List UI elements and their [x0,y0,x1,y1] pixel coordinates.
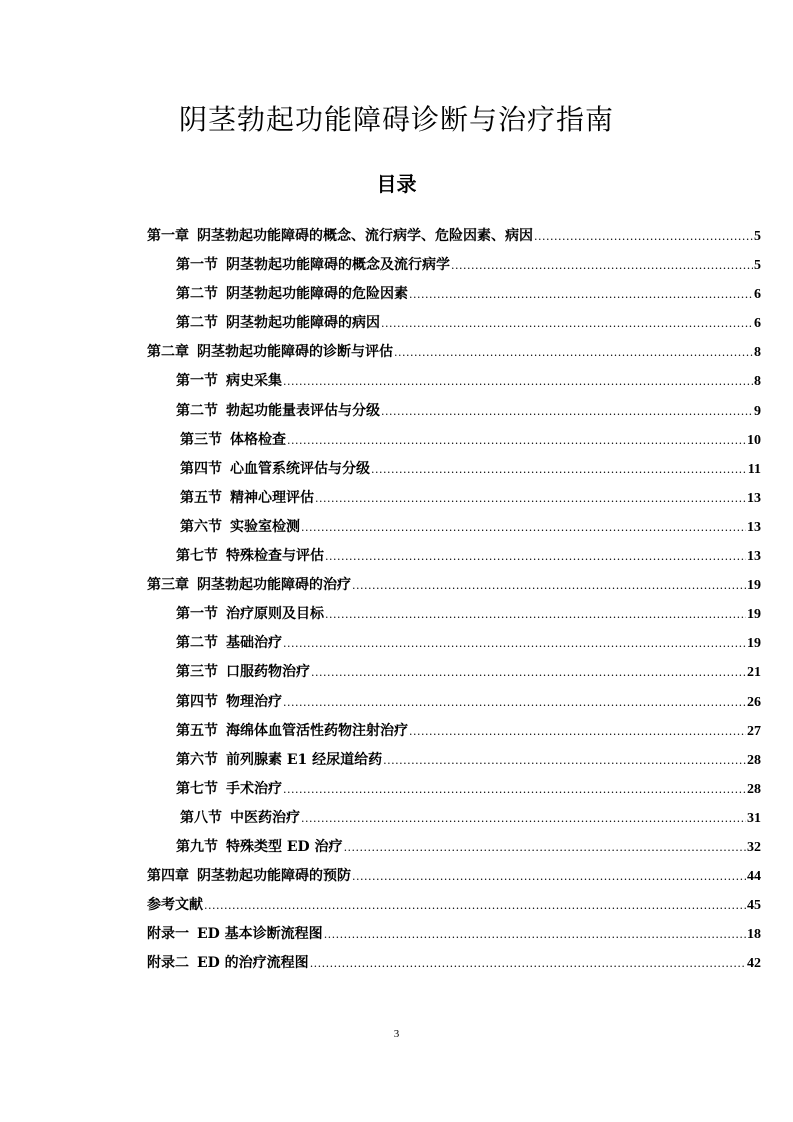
toc-entry-number: 第三节 [176,664,218,681]
toc-entry-number: 第二节 [176,635,218,652]
toc-entry-label [180,516,300,536]
toc-dot-leader [283,696,746,709]
toc-entry-number: 第五节 [176,722,218,739]
toc-entry[interactable] [147,807,761,836]
toc-entry-text: 阴茎勃起功能障碍的诊断与评估 [197,344,393,361]
toc-dot-leader [283,783,746,796]
toc-dot-leader [283,637,746,650]
toc-entry-page: 42 [747,956,761,972]
toc-entry[interactable] [147,370,761,399]
toc-entry-number: 第一章 [147,228,189,244]
toc-entry-page: 44 [747,869,761,885]
toc-entry[interactable] [147,923,761,952]
toc-dot-leader [394,346,753,359]
toc-dot-leader [283,375,753,388]
toc-entry-text: 阴茎勃起功能障碍的治疗 [197,577,351,594]
toc-entry-page: 19 [747,636,761,652]
toc-entry-page: 13 [747,519,761,535]
toc-dot-leader [301,812,746,825]
toc-entry-number: 第二节 [176,402,218,419]
toc-entry-text: 勃起功能量表评估与分级 [226,402,380,419]
toc-entry-number: 第二章 [147,344,189,361]
toc-entry-page: 28 [747,752,761,768]
toc-entry-label [176,312,380,332]
toc-entry-label [176,691,282,711]
toc-entry-text: 特殊类型 ED 治疗 [226,838,343,855]
toc-entry-label [147,225,533,245]
toc-entry-page: 26 [747,694,761,710]
toc-entry[interactable] [147,458,761,487]
toc-entry-page: 6 [754,316,761,332]
toc-entry-text: 物理治疗 [226,693,282,710]
toc-entry-label [176,720,408,740]
toc-entry-label [147,865,351,885]
toc-entry-number: 第七节 [176,548,218,565]
toc-entry-label [176,632,282,652]
toc-entry-page: 8 [754,345,761,361]
toc-dot-leader [352,870,746,883]
toc-entry[interactable] [147,283,761,312]
toc-entry-text: 阴茎勃起功能障碍的概念及流行病学 [226,257,450,274]
toc-dot-leader [311,666,746,679]
toc-dot-leader [409,725,746,738]
toc-entry-page: 8 [754,374,761,390]
toc-dot-leader [344,841,746,854]
toc-entry-text: 特殊检查与评估 [226,548,324,565]
toc-entry-page: 13 [747,490,761,506]
toc-entry-label [176,400,380,420]
toc-entry-number: 第九节 [176,838,218,855]
toc-entry-number: 第六节 [176,751,218,768]
toc-entry-page: 31 [747,810,761,826]
toc-entry-number: 第一节 [176,606,218,623]
toc-entry-page: 21 [747,665,761,681]
toc-entry[interactable] [147,894,761,923]
toc-entry-label [147,923,323,943]
toc-entry-page: 11 [747,461,761,477]
toc-entry[interactable] [147,341,761,370]
toc-dot-leader [324,928,746,941]
toc-entry-page: 32 [747,839,761,855]
toc-entry[interactable] [147,952,761,981]
toc-entry[interactable] [147,749,761,778]
toc-entry-text: 手术治疗 [226,780,282,797]
toc-entry-page: 5 [754,229,761,244]
toc-entry-label [176,254,450,274]
toc-entry-label [176,661,310,681]
toc-entry-text: 阴茎勃起功能障碍的病因 [226,315,380,332]
toc-entry-label [176,778,282,798]
toc-entry-label [147,952,309,972]
toc-entry[interactable] [147,254,761,283]
toc-entry-text: 阴茎勃起功能障碍的预防 [197,868,351,885]
toc-dot-leader [352,579,746,592]
toc-entry-text: 中医药治疗 [230,809,300,826]
toc-dot-leader [451,259,753,272]
document-title: 阴茎勃起功能障碍诊断与治疗指南 [178,103,614,136]
toc-entry-label [180,458,370,478]
toc-dot-leader [381,405,753,418]
toc-entry-text: ED 的治疗流程图 [197,955,309,972]
toc-heading: 目录 [376,172,417,196]
toc-entry-page: 27 [747,723,761,739]
toc-entry[interactable] [147,574,761,603]
toc-entry[interactable] [147,778,761,807]
toc-entry-page: 5 [754,258,761,274]
toc-entry-label [176,603,324,623]
toc-entry-number: 第四节 [180,460,222,477]
toc-entry[interactable] [147,516,761,545]
toc-entry-text: 口服药物治疗 [226,664,310,681]
toc-entry[interactable] [147,603,761,632]
toc-entry-label [176,749,382,769]
toc-entry[interactable] [147,312,761,341]
toc-entry-text: 阴茎勃起功能障碍的概念、流行病学、危险因素、病因 [197,228,533,244]
toc-dot-leader [287,434,746,447]
toc-entry[interactable] [147,545,761,574]
toc-entry-number: 第四节 [176,693,218,710]
toc-entry-number: 第八节 [180,809,222,826]
toc-dot-leader [310,957,746,970]
toc-entry[interactable] [147,661,761,690]
toc-dot-leader [409,288,753,301]
toc-entry-page: 45 [747,898,761,914]
table-of-contents [147,225,761,981]
toc-entry-page: 28 [747,781,761,797]
toc-entry-number: 附录二 [147,955,189,972]
toc-entry-text: 阴茎勃起功能障碍的危险因素 [226,286,408,303]
toc-entry-text: 前列腺素 E1 经尿道给药 [226,751,383,768]
toc-entry[interactable] [147,487,761,516]
toc-entry-number: 第五节 [180,489,222,506]
toc-entry[interactable] [147,400,761,429]
toc-entry-number: 附录一 [147,926,189,943]
toc-entry-page: 13 [747,549,761,565]
page-number: 3 [393,1028,400,1040]
toc-entry-page: 18 [747,927,761,943]
toc-entry-text: ED 基本诊断流程图 [197,926,323,943]
toc-entry-page: 9 [754,403,761,419]
toc-entry-label [147,341,393,361]
toc-dot-leader [534,230,753,243]
toc-entry-label [176,370,282,390]
toc-entry-label [180,487,314,507]
toc-entry-label [176,283,408,303]
toc-dot-leader [315,492,746,505]
toc-entry-number: 第一节 [176,257,218,274]
toc-entry-page: 19 [747,578,761,594]
toc-entry[interactable] [147,691,761,720]
toc-entry-text: 海绵体血管活性药物注射治疗 [226,722,408,739]
toc-entry-text: 实验室检测 [230,518,300,535]
toc-entry-label [147,894,203,914]
toc-entry-number: 第七节 [176,780,218,797]
toc-entry-label [176,836,343,856]
toc-entry[interactable] [147,865,761,894]
toc-dot-leader [383,754,746,767]
toc-entry-text: 心血管系统评估与分级 [230,460,370,477]
toc-entry[interactable] [147,836,761,865]
toc-dot-leader [325,608,746,621]
toc-entry[interactable] [147,632,761,661]
toc-entry-page: 19 [747,607,761,623]
toc-entry[interactable] [147,720,761,749]
toc-entry-text: 病史采集 [226,373,282,390]
toc-entry-page: 6 [754,287,761,303]
toc-entry-text: 体格检查 [230,431,286,448]
toc-dot-leader [204,899,746,912]
toc-entry-text: 参考文献 [147,897,203,914]
toc-dot-leader [381,317,753,330]
toc-dot-leader [301,521,746,534]
toc-entry-label [180,807,300,827]
toc-entry-number: 第二节 [176,315,218,332]
toc-entry-number: 第二节 [176,286,218,303]
toc-entry[interactable] [147,225,761,254]
toc-entry-label [147,574,351,594]
toc-entry-text: 基础治疗 [226,635,282,652]
toc-entry[interactable] [147,429,761,458]
toc-entry-number: 第三节 [180,431,222,448]
toc-entry-number: 第四章 [147,868,189,885]
toc-entry-number: 第三章 [147,577,189,594]
toc-entry-number: 第六节 [180,518,222,535]
toc-dot-leader [371,463,747,476]
toc-entry-text: 治疗原则及目标 [226,606,324,623]
toc-entry-text: 精神心理评估 [230,489,314,506]
toc-entry-label [180,429,286,449]
toc-entry-page: 10 [747,432,761,448]
toc-entry-label [176,545,324,565]
toc-entry-number: 第一节 [176,373,218,390]
toc-dot-leader [325,550,746,563]
